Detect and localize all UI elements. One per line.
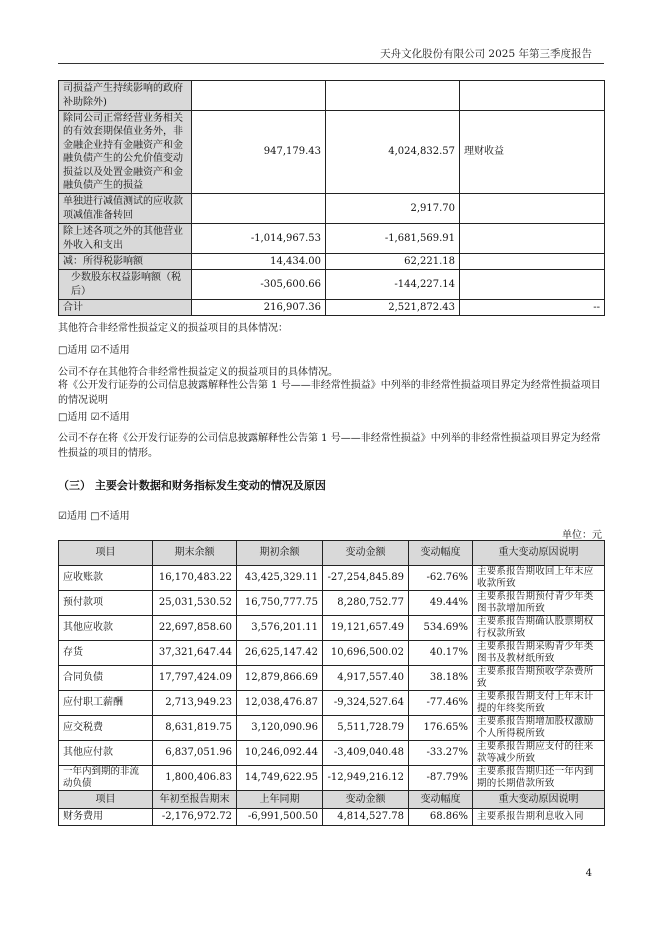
- table-row-total: 合计 216,907.36 2,521,872.43 --: [59, 300, 605, 316]
- table-header-row: [59, 541, 605, 566]
- table-row: 应交税费 8,631,819.75 3,120,090.96 5,511,728.79 176.65% 主要系报告期增加股权激励个人所得税所致: [59, 716, 605, 741]
- paragraph: 公司不存在其他符合非经常性损益定义的损益项目的具体情况。: [58, 367, 338, 378]
- row-label: 减：所得税影响额: [59, 254, 192, 270]
- column-header: 项目: [59, 791, 153, 809]
- column-header: 期初余额: [237, 541, 323, 566]
- row-label: 合计: [59, 300, 192, 316]
- table-row: 应付职工薪酬 2,713,949.23 12,038,476.87 -9,324,527.64 -77.46% 主要系报告期支付上年末计提的年终奖所致: [59, 691, 605, 716]
- unit-label: 单位：元: [562, 530, 602, 541]
- table-row: 存货 37,321,647.44 26,625,147.42 10,696,500.02 40.17% 主要系报告期采购青少年类图书及教材纸所致: [59, 641, 605, 666]
- row-label: 单独进行减值测试的应收款项减值准备转回: [59, 194, 192, 224]
- table-row: 少数股东权益影响额（税后） -305,600.66 -144,227.14: [59, 270, 605, 300]
- paragraph: 公司不存在将《公开发行证券的公司信息披露解释性公告第 1 号——非经常性损益》中列举的非经常性损益项目界定为经常性损益的项目的情形。: [58, 433, 601, 459]
- column-header: 重大变动原因说明: [473, 791, 605, 809]
- column-header: 变动幅度: [409, 541, 473, 566]
- table-row: 一年内到期的非流动负债 1,800,406.83 14,749,622.95 -12,949,216.12 -87.79% 主要系报告期归还一年内到期的长期借款所致: [59, 766, 605, 791]
- report-header: 天舟文化股份有限公司 2025 年第三季度报告: [380, 48, 592, 60]
- column-header: 变动幅度: [409, 791, 473, 809]
- applicability-checkbox: ☑适用 □不适用: [58, 511, 130, 522]
- table-row: 预付款项 25,031,530.52 16,750,777.75 8,280,752.77 49.44% 主要系报告期预付青少年类图书款增加所致: [59, 591, 605, 616]
- table-row: 单独进行减值测试的应收款项减值准备转回 2,917.70: [59, 194, 605, 224]
- applicability-checkbox: □适用 ☑不适用: [58, 345, 130, 356]
- row-label: 司损益产生持续影响的政府补助除外): [59, 81, 192, 111]
- table-row: 应收账款 16,170,483.22 43,425,329.11 -27,254,845.89 -62.76% 主要系报告期收回上年末应收款所致: [59, 566, 605, 591]
- applicability-checkbox: □适用 ☑不适用: [58, 412, 130, 423]
- column-header: 变动金额: [323, 541, 409, 566]
- major-changes-table: [58, 540, 605, 826]
- column-header: 变动金额: [323, 791, 409, 809]
- table-row: 减：所得税影响额 14,434.00 62,221.18: [59, 254, 605, 270]
- table-row: 合同负债 17,797,424.09 12,879,866.69 4,917,557.40 38.18% 主要系报告期预收学杂费所致: [59, 666, 605, 691]
- column-header: 上年同期: [237, 791, 323, 809]
- table-row: 其他应收款 22,697,858.60 3,576,201.11 19,121,657.49 534.69% 主要系报告期确认股票期权行权款所致: [59, 616, 605, 641]
- table-row: 财务费用 -2,176,972.72 -6,991,500.50 4,814,527.78 68.86% 主要系报告期利息收入同: [59, 809, 605, 826]
- table-row: [59, 81, 605, 111]
- paragraph: 将《公开发行证券的公司信息披露解释性公告第 1 号——非经常性损益》中列举的非经常性损益项目界定为经常性损益项目的情况说明: [58, 380, 601, 406]
- column-header: 年初至报告期末: [153, 791, 237, 809]
- header-divider: [58, 63, 604, 64]
- column-header: 重大变动原因说明: [473, 541, 605, 566]
- row-label: 除上述各项之外的其他营业外收入和支出: [59, 224, 192, 254]
- non-recurring-items-table: [58, 80, 605, 316]
- row-label: 少数股东权益影响额（税后）: [59, 270, 192, 300]
- table-row: 其他应付款 6,837,051.96 10,246,092.44 -3,409,040.48 -33.27% 主要系报告期应支付的往来款等减少所致: [59, 741, 605, 766]
- column-header: 期末余额: [153, 541, 237, 566]
- paragraph: 其他符合非经常性损益定义的损益项目的具体情况：: [58, 323, 288, 334]
- row-label: 除同公司正常经营业务相关的有效套期保值业务外，非金融企业持有金融资产和金融负债产生的公允价值变动损益以及处置金融资产和金融负债产生的损益: [59, 111, 192, 194]
- table-row: 除同公司正常经营业务相关的有效套期保值业务外，非金融企业持有金融资产和金融负债产生的公允价值变动损益以及处置金融资产和金融负债产生的损益 947,179.43 4,024,832.57 理财收益: [59, 111, 605, 194]
- table-row: 除上述各项之外的其他营业外收入和支出 -1,014,967.53 -1,681,569.91: [59, 224, 605, 254]
- section-heading: （三） 主要会计数据和财务指标发生变动的情况及原因: [58, 479, 326, 492]
- column-header: 项目: [59, 541, 153, 566]
- page-number: 4: [585, 868, 592, 879]
- table-subheader-row: [59, 791, 605, 809]
